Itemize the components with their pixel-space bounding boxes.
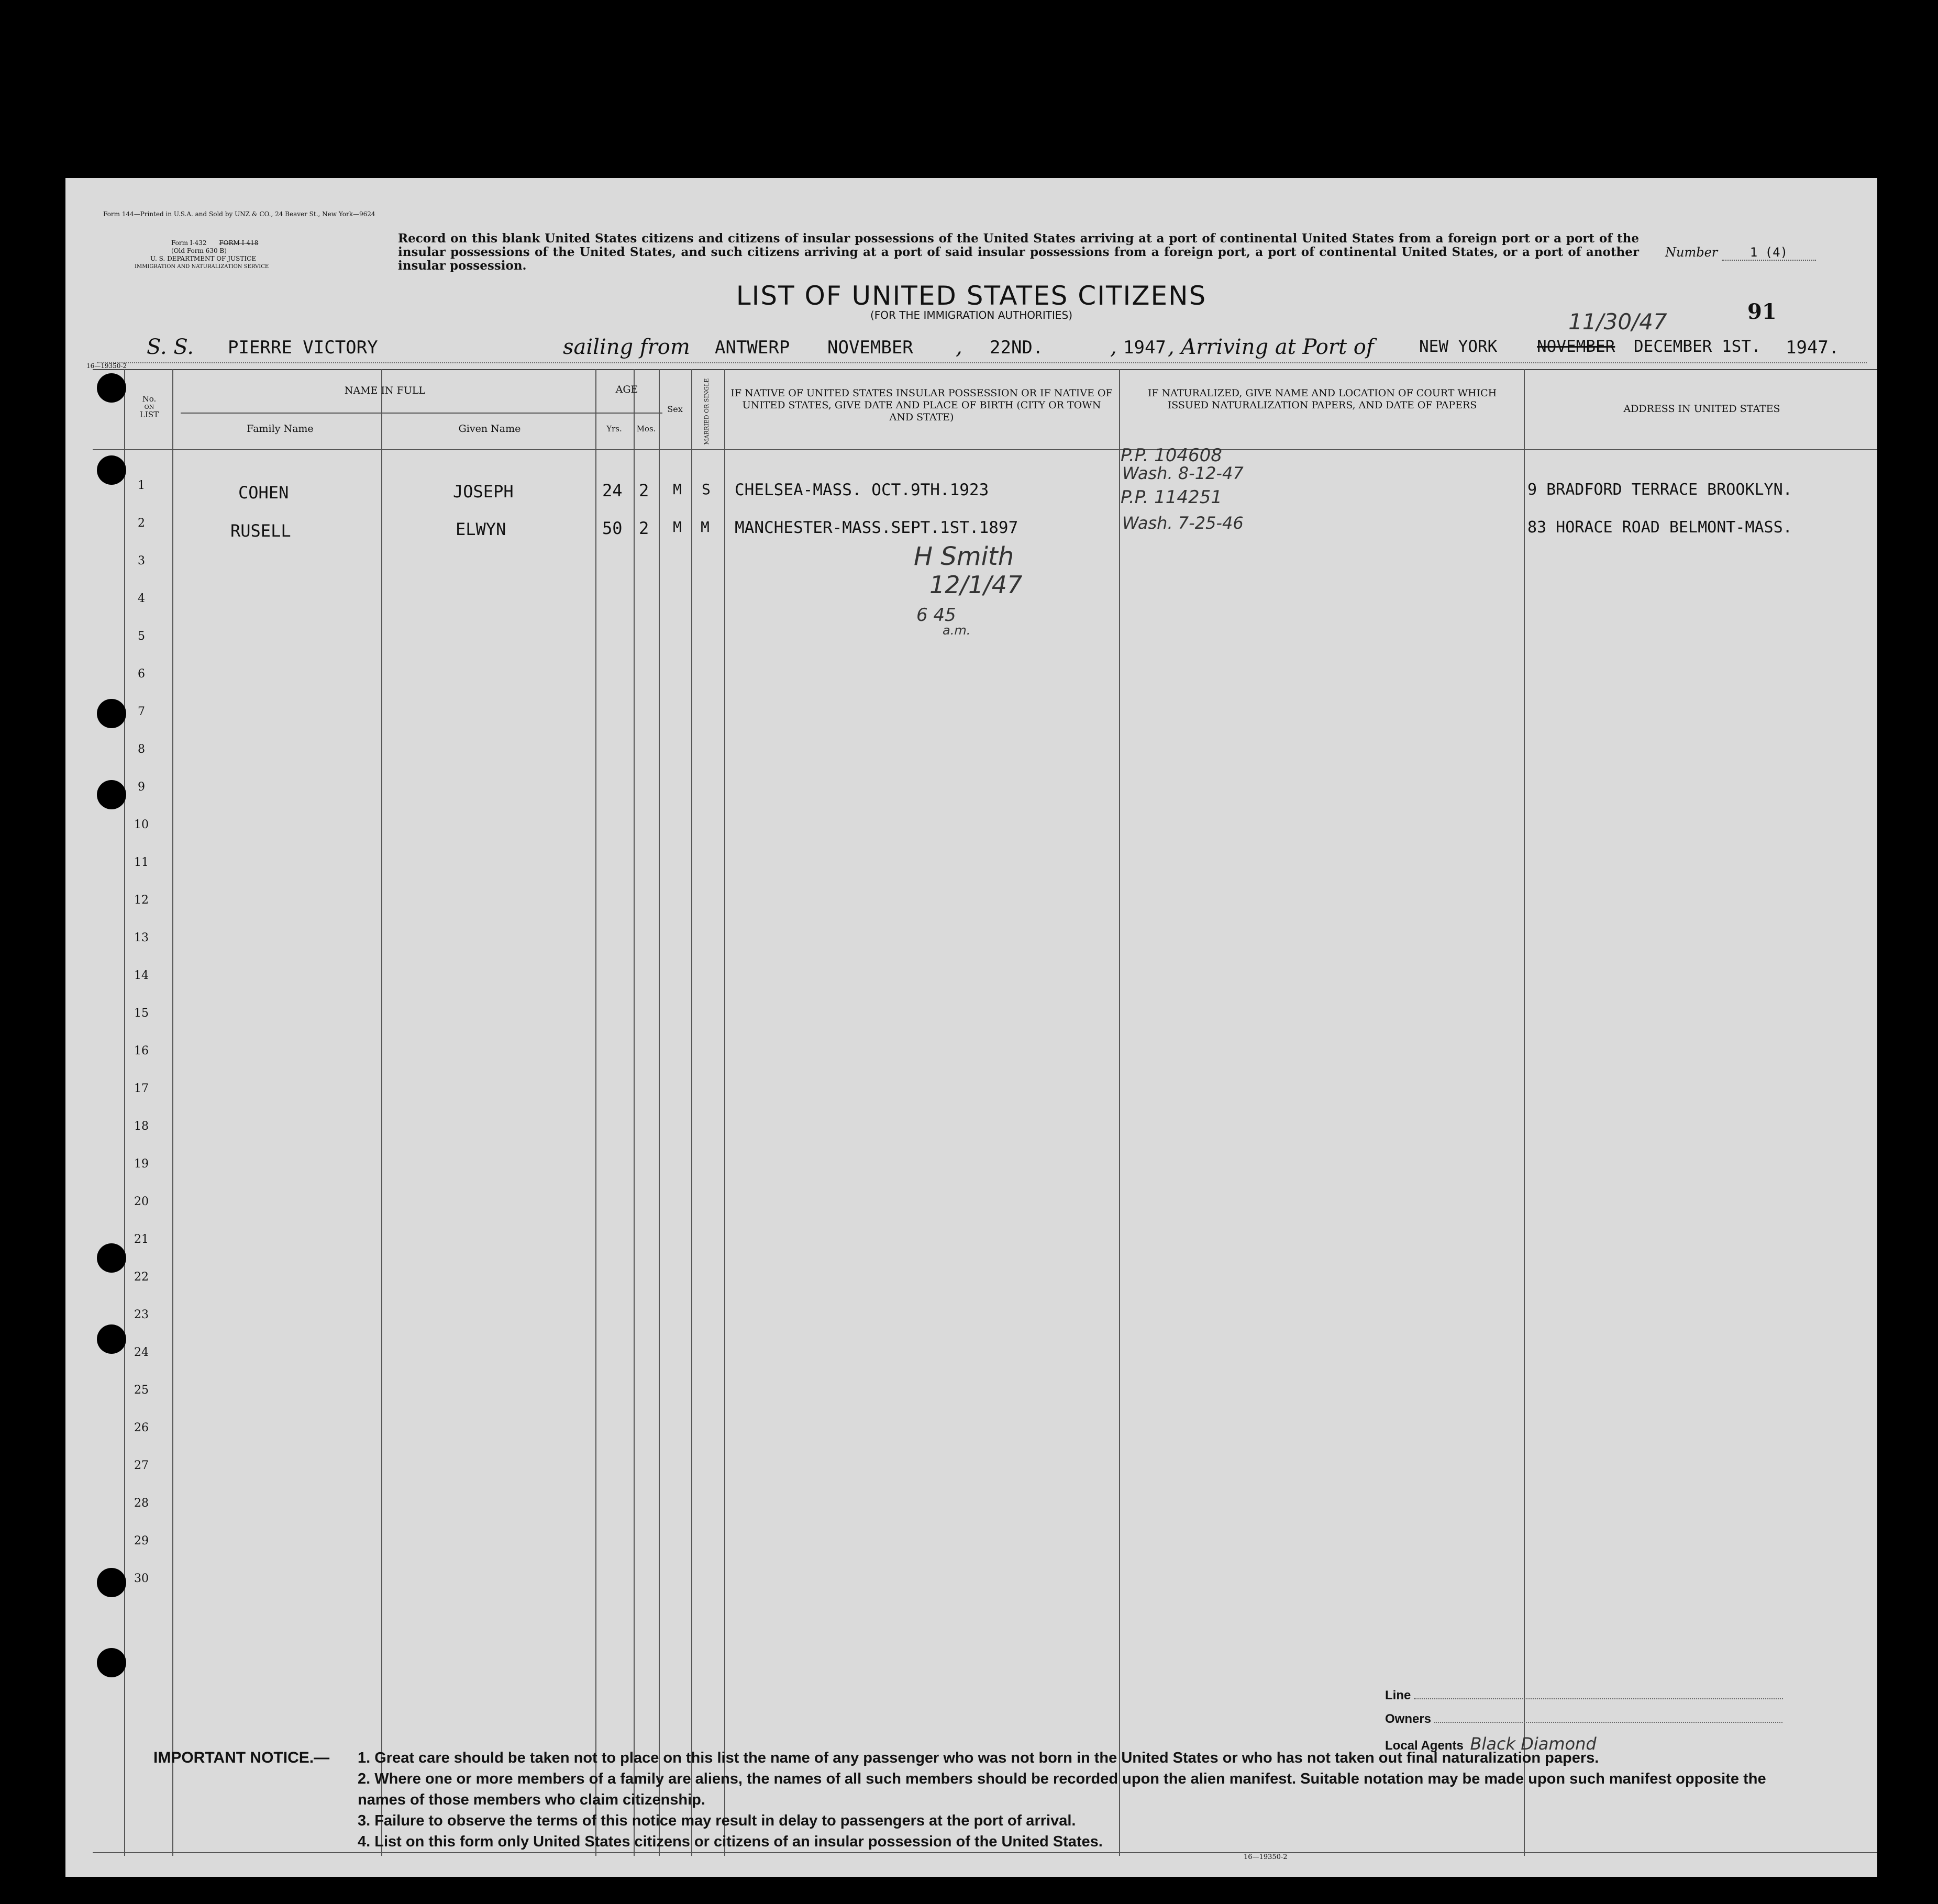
punch-hole (97, 1568, 126, 1597)
table-top-rule (93, 369, 1877, 370)
birth-place-date: MANCHESTER-MASS.SEPT.1ST.1897 (735, 518, 1018, 537)
birth-place-date: CHELSEA-MASS. OCT.9TH.1923 (735, 481, 989, 499)
row-number: 10 (134, 818, 149, 831)
row-number: 4 (138, 592, 145, 605)
row-number: 12 (134, 894, 149, 907)
col-divider (1524, 369, 1525, 1856)
arriving-label: , Arriving at Port of (1168, 335, 1374, 359)
row-number: 7 (138, 705, 145, 718)
row-number: 22 (134, 1271, 149, 1284)
row-number: 2 (138, 517, 145, 530)
punch-hole (97, 373, 126, 403)
arrival-date: DECEMBER 1ST. (1634, 337, 1761, 356)
form-info (103, 210, 375, 271)
row-number: 26 (134, 1421, 149, 1434)
col-divider (691, 369, 692, 1856)
inspector-time: 6 45 (916, 605, 956, 626)
row-number: 21 (134, 1233, 149, 1246)
form-code-bottom: 16—19350-2 (1244, 1853, 1288, 1861)
header-no: No. (142, 394, 157, 404)
inspector-date: 12/1/47 (929, 571, 1023, 599)
sailing-day: 22ND. (990, 337, 1044, 358)
inspector-name: H Smith (914, 542, 1014, 571)
header-married-single: MARRIED OR SINGLE (703, 378, 710, 445)
col-divider (381, 369, 382, 1856)
line-field (1385, 1688, 1783, 1703)
naturalization-paper: P.P. 114251 (1121, 487, 1222, 508)
sex: M (673, 481, 682, 498)
header-given-name: Given Name (458, 423, 521, 435)
marital-status: S (702, 481, 711, 498)
row-number: 13 (134, 931, 149, 944)
local-agents-value: Black Diamond (1470, 1734, 1597, 1754)
local-agents-label: Local Agents (1385, 1739, 1464, 1753)
age-years: 50 (602, 518, 623, 538)
header-mos: Mos. (636, 424, 656, 433)
naturalization-date: Wash. 8-12-47 (1122, 463, 1244, 483)
family-name: COHEN (238, 483, 289, 503)
given-name: JOSEPH (453, 482, 514, 502)
ship-name: PIERRE VICTORY (228, 337, 378, 358)
row-number: 30 (134, 1572, 149, 1585)
page-title: LIST OF UNITED STATES CITIZENS (736, 281, 1207, 311)
form-code-left: 16—19350-2 (86, 362, 127, 370)
header-name-in-full: NAME IN FULL (344, 385, 426, 396)
marital-status: M (701, 518, 710, 536)
row-number: 23 (134, 1308, 149, 1321)
col-divider (172, 369, 173, 1856)
arrival-port: NEW YORK (1419, 337, 1498, 356)
row-number: 6 (138, 667, 145, 681)
old-form: (Old Form 630 B) (171, 247, 227, 254)
col-divider (724, 369, 725, 1856)
col-divider (595, 369, 596, 1856)
page-subtitle: (FOR THE IMMIGRATION AUTHORITIES) (870, 309, 1073, 321)
punch-hole (97, 780, 126, 809)
row-number: 1 (138, 479, 145, 492)
family-name: RUSELL (230, 521, 291, 541)
department: U. S. DEPARTMENT OF JUSTICE (150, 255, 257, 262)
punch-hole (97, 455, 126, 485)
row-number: 29 (134, 1534, 149, 1547)
owners-field (1385, 1712, 1782, 1727)
punch-hole (97, 1324, 126, 1354)
struck-form: FORM I-418 (219, 239, 259, 247)
row-number: 24 (134, 1346, 149, 1359)
page-number: 91 (1747, 299, 1777, 324)
row-number: 11 (134, 856, 149, 869)
naturalization-date: Wash. 7-25-46 (1122, 513, 1244, 533)
notice-item: 2. Where one or more members of a family are aliens, the names of all such members should be recorded upon the alien manifest. Suitable notation may be made upon such manifest opposite the names of those members who claim citizenship. (358, 1771, 1766, 1808)
col-divider (659, 369, 660, 1856)
age-months: 2 (639, 518, 649, 538)
inspector-ampm: a.m. (943, 623, 971, 638)
line-dots (1414, 1698, 1783, 1699)
punch-hole (97, 1243, 126, 1273)
ss-label: S. S. (147, 335, 194, 359)
us-address: 83 HORACE ROAD BELMONT-MASS. (1527, 518, 1792, 537)
header-age: AGE (615, 384, 638, 395)
sex: M (673, 518, 682, 536)
row-number: 16 (134, 1044, 149, 1057)
notice-heading: IMPORTANT NOTICE.— (153, 1749, 330, 1766)
naturalization-paper: P.P. 104608 (1121, 445, 1222, 466)
sailing-month: NOVEMBER (827, 337, 913, 358)
intro-text: Record on this blank United States citizens and citizens of insular possessions of the United States arriving at a port of continental United States from a foreign port or a port of the insular possessions of the United States, and such citizens arriving at a port of said insular possessions from a foreign port, a port of continental United States, or a port of another insular possession. (398, 231, 1639, 273)
name-header-rule (181, 413, 662, 414)
header-list: LIST (139, 410, 159, 419)
age-months: 2 (639, 481, 649, 500)
us-address: 9 BRADFORD TERRACE BROOKLYN. (1527, 481, 1792, 499)
notice-item: 1. Great care should be taken not to place on this list the name of any passenger who was not born in the United States or who has not taken out final naturalization papers. (358, 1750, 1599, 1766)
arrival-year: 1947. (1786, 337, 1840, 358)
voyage-rule (97, 362, 1867, 363)
punch-hole (97, 699, 126, 728)
header-family-name: Family Name (247, 423, 314, 435)
manifest-page: Form 144—Printed in U.S.A. and Sold by UNZ & CO., 24 Beaver St., New York—9624 Form I-432 FORM I-418 (Old Form 630 B) U. S. DEPARTMENT OF JUSTICE IMMIGRATION AND NATURALIZATION SERVICE 16—19350-2 Record on this blank United States citizens and citizens of insular possessions of the United States arriving at a port of continental United States from a foreign port or a port of the insular possessions of the United States, and such citizens arriving at a port of said insular possessions from a foreign port, a port of continental United States, or a port of another insular possession. Number 1 (4) LIST OF UNITED STATES CITIZENS (FOR THE IMMIGRATION AUTHORITIES) 11/30/47 91 S. S. PIERRE VICTORY sailing from ANTWERP NOVEMBER , 22ND. , 1947 , Arriving at Port of NEW YORK NOVEMBER DECEMBER 1ST. 1947. No. ON LIST NAME IN FULL Family Name Given Name AGE Yrs. Mos. Sex MARRIED OR SINGLE IF NATIVE OF UNITED STATES INSULAR POSSESSION OR IF NATIVE OF UNITED STATES, GIVE DATE AND PLACE OF BIRTH (CITY OR TOWN AND STATE) IF NATURALIZED, GIVE NAME AND LOCATION OF COURT WHICH ISSUED NATURALIZATION PAPERS, AND DATE OF PAPERS ADDRESS IN UNITED STATES 1 2 3 4 5 6 7 8 9 10 11 12 13 14 15 16 17 18 19 20 21 22 23 24 25 26 27 28 29 30 COHEN JOSEPH 24 2 M S CHELSEA-MASS. OCT.9TH.1923 P.P. 104608 Wash. 8-12-47 9 BRADFORD TERRACE BROOKLYN. RUSELL ELWYN 50 2 M M MANCHESTER-MASS.SEPT.1ST.1897 P.P. 114251 Wash. 7-25-46 83 HORACE ROAD BELMONT-MASS. H Smith 12/1/47 6 45 a.m. Line Owners Local Agents Black Diamond IMPORTANT NOTICE.— 1. Great care should be taken not to place on this list the name of any passenger who was not born in the United States or who has not taken out final naturalization papers. 2. Where one or more members of a family are aliens, the names of all such members should be recorded upon the alien manifest. Suitable notation may be made upon such manifest opposite the names of those members who claim citizenship. 3. Failure to observe the terms of this notice may result in delay to passengers at the port of arrival. 4. List on this form only United States citizens or citizens of an insular possession of the United States. 16—19350-2 (65, 178, 1877, 1877)
number-field (1665, 245, 1816, 261)
table-bottom-rule (93, 1852, 1877, 1853)
row-number: 3 (138, 554, 145, 567)
given-name: ELWYN (456, 519, 506, 539)
header-birth: IF NATIVE OF UNITED STATES INSULAR POSSESSION OR IF NATIVE OF UNITED STATES, GIVE DATE AND PLACE OF BIRTH (CITY OR TOWN AND STATE) (730, 387, 1113, 423)
header-address: ADDRESS IN UNITED STATES (1623, 403, 1780, 415)
owners-dots (1434, 1722, 1782, 1723)
row-number: 28 (134, 1497, 149, 1510)
row-number: 27 (134, 1459, 149, 1472)
header-naturalized: IF NATURALIZED, GIVE NAME AND LOCATION OF COURT WHICH ISSUED NATURALIZATION PAPERS, AND DATE OF PAPERS (1147, 387, 1497, 411)
age-years: 24 (602, 481, 623, 500)
row-number: 14 (134, 969, 149, 982)
header-sex: Sex (667, 404, 683, 414)
punch-hole (97, 1648, 126, 1677)
owners-label: Owners (1385, 1712, 1432, 1726)
row-number: 25 (134, 1384, 149, 1397)
row-number: 8 (138, 743, 145, 756)
row-number: 18 (134, 1120, 149, 1133)
col-divider (1119, 369, 1120, 1856)
row-number: 19 (134, 1157, 149, 1171)
printer-line: Form 144—Printed in U.S.A. and Sold by UNZ & CO., 24 Beaver St., New York—9624 (103, 210, 375, 218)
line-label: Line (1385, 1688, 1411, 1702)
notice-item: 4. List on this form only United States citizens or citizens of an insular possession of the United States. (358, 1833, 1103, 1850)
row-number: 17 (134, 1082, 149, 1095)
sailing-label: sailing from (563, 335, 690, 359)
row-number: 5 (138, 630, 145, 643)
row-number: 15 (134, 1007, 149, 1020)
handwritten-date: 11/30/47 (1568, 309, 1667, 335)
sailing-year: 1947 (1123, 337, 1166, 358)
notice-item: 3. Failure to observe the terms of this notice may result in delay to passengers at the port of arrival. (358, 1812, 1076, 1829)
form-number: Form I-432 (171, 239, 207, 247)
header-on: ON (144, 404, 154, 410)
col-divider (634, 369, 635, 1856)
header-yrs: Yrs. (606, 424, 622, 433)
header-no-on-list (131, 395, 168, 419)
number-value: 1 (4) (1722, 245, 1816, 261)
service: IMMIGRATION AND NATURALIZATION SERVICE (135, 264, 269, 270)
header-bottom-rule (93, 449, 1877, 450)
number-label: Number (1665, 245, 1718, 260)
from-port: ANTWERP (715, 337, 790, 358)
row-number: 20 (134, 1195, 149, 1208)
row-number: 9 (138, 781, 145, 794)
struck-month: NOVEMBER (1537, 337, 1615, 356)
